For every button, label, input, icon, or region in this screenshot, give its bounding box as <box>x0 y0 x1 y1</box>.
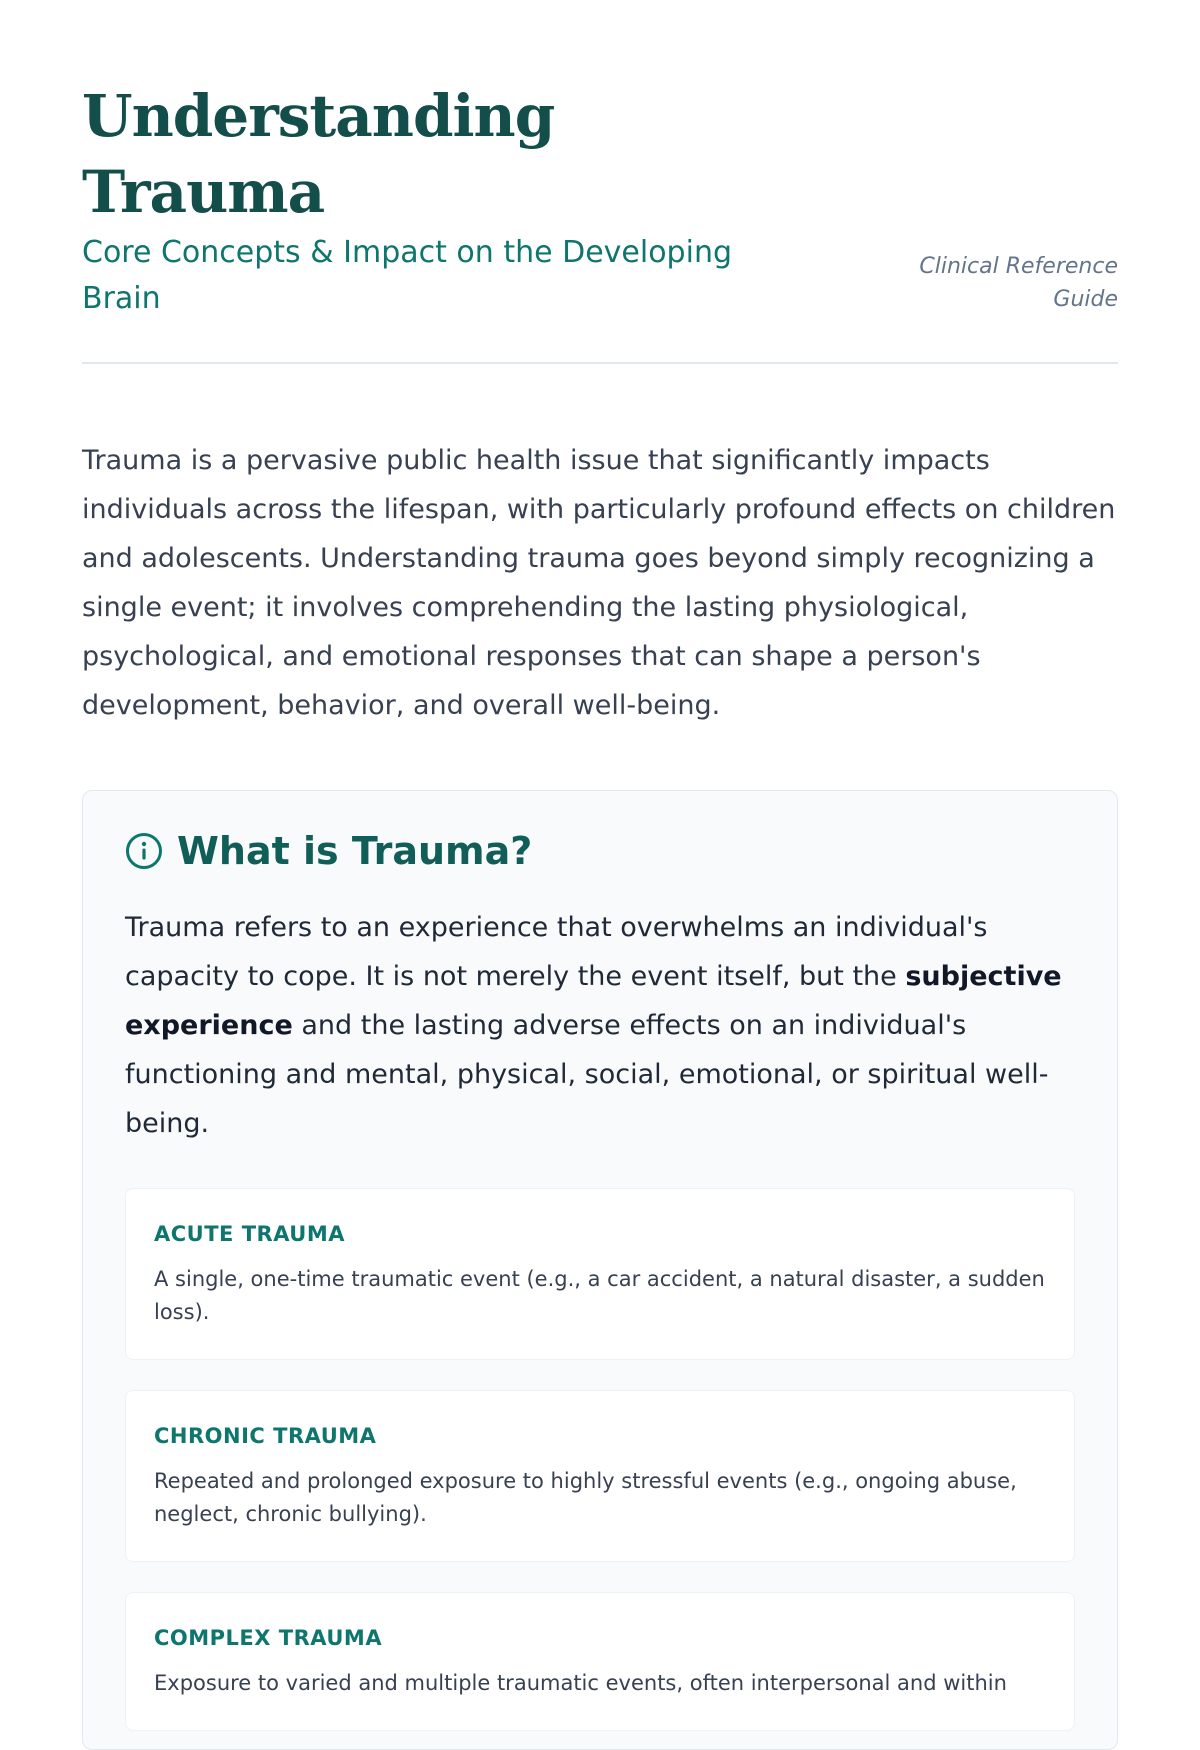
trauma-type-label: COMPLEX TRAUMA <box>154 1626 383 1650</box>
trauma-type-acute <box>125 1188 1075 1360</box>
page-header <box>82 0 1118 364</box>
definition-card <box>82 790 1118 1750</box>
trauma-type-label: ACUTE TRAUMA <box>154 1222 346 1246</box>
trauma-type-complex <box>125 1592 1075 1731</box>
trauma-type-chronic <box>125 1390 1075 1562</box>
page-title: Understanding Trauma <box>82 82 555 226</box>
trauma-type-description: Exposure to varied and multiple traumatic events, often interpersonal and within <box>154 1671 1007 1695</box>
definition-text-start: Trauma refers to an experience that overwhelms an individual's capacity to cope. It is not merely the event itself, but the <box>125 912 988 992</box>
intro-paragraph: Trauma is a pervasive public health issue that significantly impacts individuals across the lifespan, with particularly profound effects on children and adolescents. Understanding trauma goes beyond simply recognizing a single event; it involves comprehending the lasting physiological, psychological, and emotional responses that can shape a person's development, behavior, and overall well-being. <box>82 445 1116 721</box>
trauma-type-label: CHRONIC TRAUMA <box>154 1424 377 1448</box>
page-subtitle: Core Concepts & Impact on the Developing Brain <box>82 235 732 316</box>
document-tag: Clinical Reference Guide <box>919 254 1118 312</box>
definition-emphasis: subjective experience <box>125 961 1062 1041</box>
card-heading <box>125 827 1075 875</box>
definition-text <box>125 903 1075 1148</box>
definition-text-end: and the lasting adverse effects on an individual's functioning and mental, physical, social, emotional, or spiritual well-being. <box>125 1010 1049 1139</box>
trauma-type-description: Repeated and prolonged exposure to highly stressful events (e.g., ongoing abuse, neglect, chronic bullying). <box>154 1469 1017 1526</box>
card-title: What is Trauma? <box>177 829 533 873</box>
trauma-type-description: A single, one-time traumatic event (e.g., a car accident, a natural disaster, a sudden loss). <box>154 1267 1045 1324</box>
info-icon <box>125 832 163 870</box>
header-titles <box>82 78 802 322</box>
